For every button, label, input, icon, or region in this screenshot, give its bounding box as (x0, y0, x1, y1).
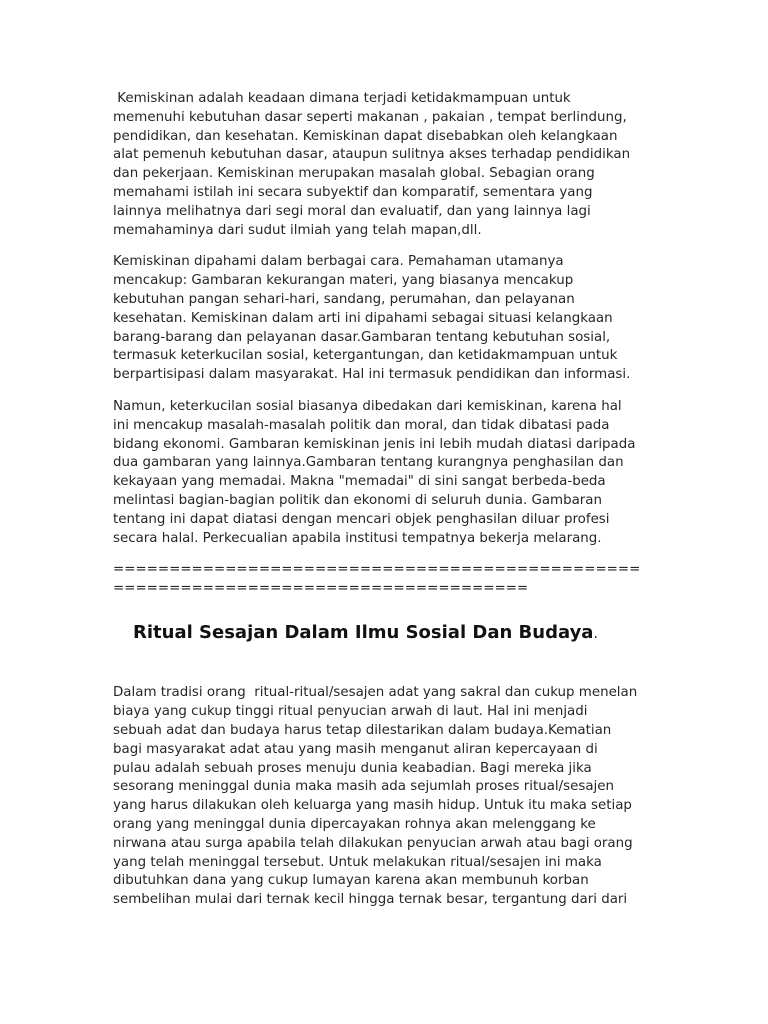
paragraph-ritual-sesajen: Dalam tradisi orang ritual-ritual/sesajen adat yang sakral dan cukup menelan biaya yang cukup tinggi ritual penyucian arwah di laut. Hal ini menjadi sebuah adat dan budaya harus tetap dilestarikan dalam budaya.Kematian bagi masyarakat adat atau yang masih menganut aliran kepercayaan di pulau adalah sebuah proses menuju dunia keabadian. Bagi mereka jika sesorang meninggal dunia maka masih ada sejumlah proses ritual/sesajen yang harus dilakukan oleh keluarga yang masih hidup. Untuk itu maka setiap orang yang meninggal dunia dipercayakan rohnya akan melenggang ke nirwana atau surga apabila telah dilakukan penyucian arwah atau bagi orang yang telah meninggal tersebut. Untuk melakukan ritual/sesajen ini maka dibutuhkan dana yang cukup lumayan karena akan membunuh korban sembelihan mulai dari ternak kecil hingga ternak besar, tergantung dari dari (113, 685, 638, 908)
section-heading (113, 621, 658, 681)
document-page (113, 90, 658, 923)
heading-period: . (593, 626, 598, 643)
separator-line: ===================================== (113, 581, 529, 597)
paragraph-kemiskinan-understanding: Kemiskinan dipahami dalam berbagai cara. Pemahaman utamanya mencakup: Gambaran kekurangan materi, yang biasanya mencakup kebutuhan pangan sehari-hari, sandang, perumahan, dan pelayanan kesehatan. Kemiskinan dalam arti ini dipahami sebagai situasi kelangkaan barang-barang dan pelayanan dasar.Gambaran tentang kebutuhan sosial, termasuk keterkucilan sosial, ketergantungan, dan ketidakmampuan untuk berpartisipasi dalam masyarakat. Hal ini termasuk pendidikan dan informasi. (113, 254, 631, 383)
paragraph-kemiskinan-definition: Kemiskinan adalah keadaan dimana terjadi ketidakmampuan untuk memenuhi kebutuhan dasar seperti makanan , pakaian , tempat berlindung, pendidikan, dan kesehatan. Kemiskinan dapat disebabkan oleh kelangkaan alat pemenuh kebutuhan dasar, ataupun sulitnya akses terhadap pendidikan dan pekerjaan. Kemiskinan merupakan masalah global. Sebagian orang memahami istilah ini secara subyektif dan komparatif, sementara yang lainnya melihatnya dari segi moral dan evaluatif, dan yang lainnya lagi memahaminya dari sudut ilmiah yang telah mapan,dll. (113, 91, 631, 238)
separator-line: =============================================== (113, 562, 641, 578)
heading-text: Ritual Sesajan Dalam Ilmu Sosial Dan Budaya (133, 622, 594, 644)
paragraph-social-exclusion: Namun, keterkucilan sosial biasanya dibedakan dari kemiskinan, karena hal ini mencakup masalah-masalah politik dan moral, dan tidak dibatasi pada bidang ekonomi. Gambaran kemiskinan jenis ini lebih mudah diatasi daripada dua gambaran yang lainnya.Gambaran tentang kurangnya penghasilan dan kekayaan yang memadai. Makna "memadai" di sini sangat berbeda-beda melintasi bagian-bagian politik dan ekonomi di seluruh dunia. Gambaran tentang ini dapat diatasi dengan mencari objek penghasilan diluar profesi secara halal. Perkecualian apabila institusi tempatnya bekerja melarang. (113, 398, 636, 546)
